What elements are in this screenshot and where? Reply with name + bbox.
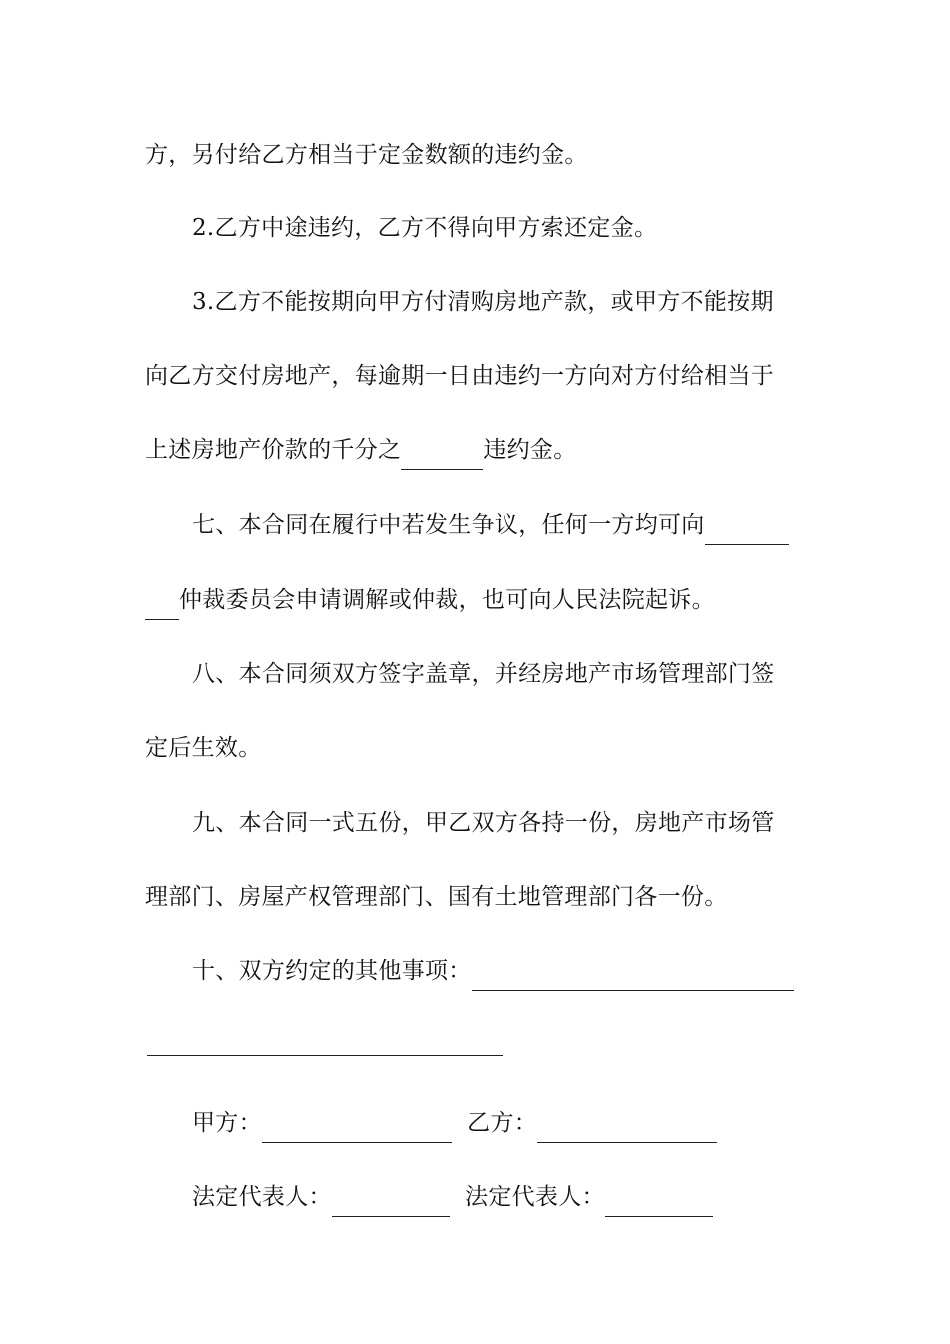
rep-a-blank[interactable] xyxy=(332,1186,450,1217)
rep-b-blank[interactable] xyxy=(605,1186,713,1217)
rep-b-label: 法定代表人： xyxy=(465,1184,605,1210)
paragraph-line: 3.乙方不能按期向甲方付清购房地产款，或甲方不能按期 xyxy=(192,289,774,315)
party-b-label: 乙方： xyxy=(467,1110,538,1136)
paragraph-line: 2.乙方中途违约，乙方不得向甲方索还定金。 xyxy=(192,215,658,241)
signature-line-rep xyxy=(192,1177,713,1217)
fill-in-blank[interactable] xyxy=(705,514,789,545)
paragraph-line: 定后生效。 xyxy=(145,735,262,761)
paragraph-text: 违约金。 xyxy=(483,437,577,463)
paragraph-text: 七、本合同在履行中若发生争议，任何一方均可向 xyxy=(192,512,705,538)
fill-in-blank[interactable] xyxy=(145,589,179,620)
fill-in-blank[interactable] xyxy=(401,439,483,470)
party-a-label: 甲方： xyxy=(192,1110,262,1136)
party-b-blank[interactable] xyxy=(537,1112,717,1143)
paragraph-line xyxy=(145,580,715,620)
rep-a-label: 法定代表人： xyxy=(192,1184,332,1210)
fill-in-blank[interactable] xyxy=(147,1055,503,1056)
paragraph-text: 上述房地产价款的千分之 xyxy=(145,437,402,463)
signature-line-party xyxy=(192,1103,717,1143)
fill-in-blank[interactable] xyxy=(472,960,794,991)
paragraph-line xyxy=(192,951,794,991)
party-a-blank[interactable] xyxy=(262,1112,452,1143)
paragraph-line: 向乙方交付房地产，每逾期一日由违约一方向对方付给相当于 xyxy=(145,363,775,389)
paragraph-line: 九、本合同一式五份，甲乙双方各持一份，房地产市场管 xyxy=(192,810,775,836)
paragraph-line xyxy=(192,505,789,545)
paragraph-line xyxy=(145,430,577,470)
paragraph-line: 理部门、房屋产权管理部门、国有土地管理部门各一份。 xyxy=(145,884,728,910)
paragraph-line: 八、本合同须双方签字盖章，并经房地产市场管理部门签 xyxy=(192,661,775,687)
paragraph-text: 仲裁委员会申请调解或仲裁，也可向人民法院起诉。 xyxy=(179,587,715,613)
paragraph-line: 方，另付给乙方相当于定金数额的违约金。 xyxy=(145,142,588,168)
paragraph-text: 十、双方约定的其他事项： xyxy=(192,958,472,984)
